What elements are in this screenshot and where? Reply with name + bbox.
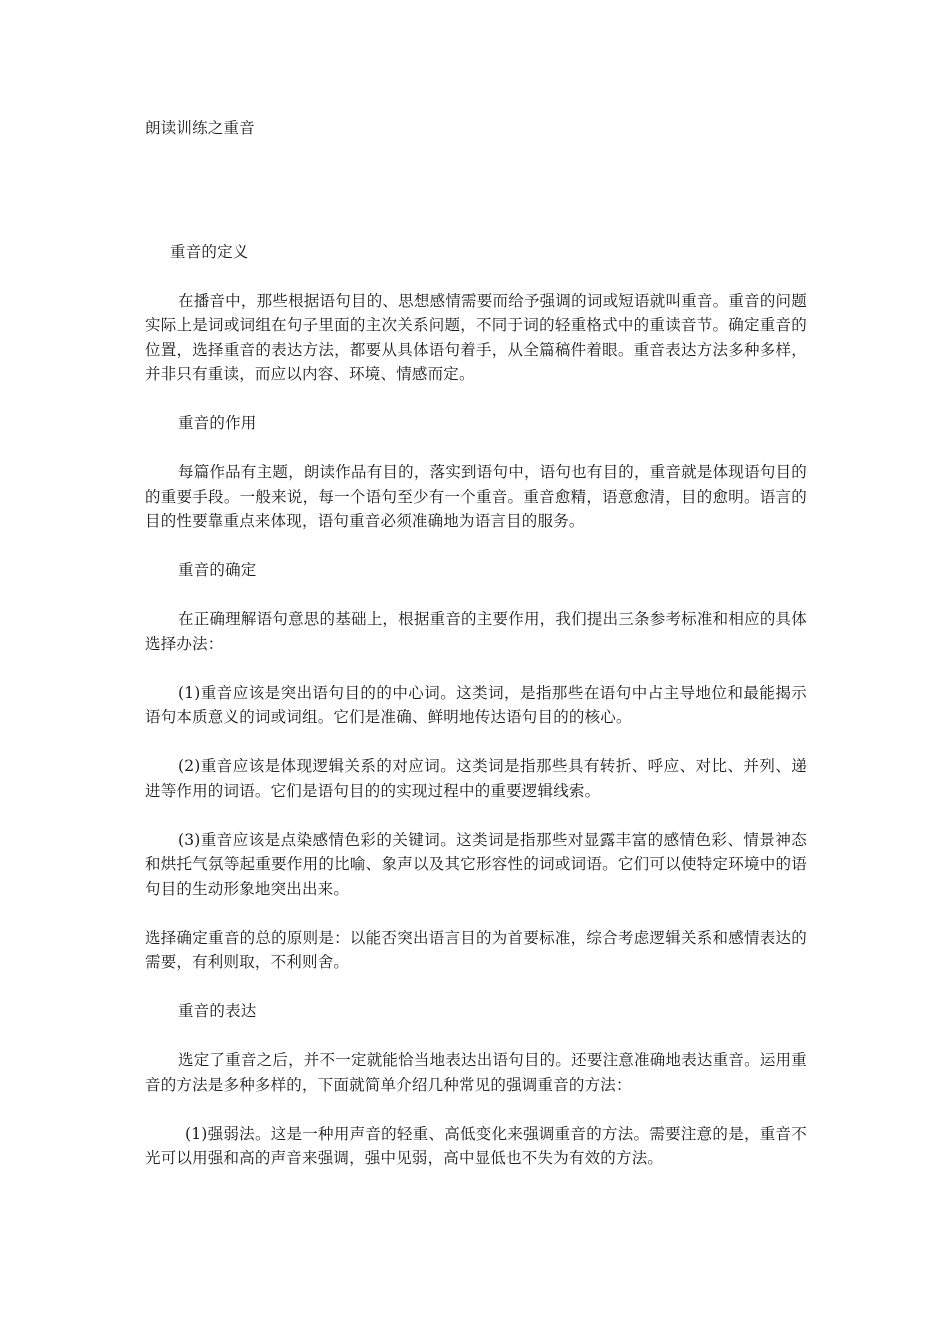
section-heading-expression: 重音的表达 xyxy=(178,1002,257,1020)
section-heading-function: 重音的作用 xyxy=(178,414,257,432)
document-body xyxy=(145,116,807,1171)
paragraph-determination-intro: 在正确理解语句意思的基础上，根据重音的主要作用，我们提出三条参考标准和相应的具体选择办法： xyxy=(145,610,807,653)
document-title: 朗读训练之重音 xyxy=(145,119,255,137)
paragraph-principle: 选择确定重音的总的原则是：以能否突出语言目的为首要标准，综合考虑逻辑关系和感情表达的需要，有利则取，不利则舍。 xyxy=(145,928,807,971)
paragraph-function: 每篇作品有主题，朗读作品有目的，落实到语句中，语句也有目的，重音就是体现语句目的的重要手段。一般来说，每一个语句至少有一个重音。重音愈精，语意愈清，目的愈明。语言的目的性要靠重点来体现，语句重音必须准确地为语言目的服务。 xyxy=(145,463,807,530)
paragraph-criterion-3: (3)重音应该是点染感情色彩的关键词。这类词是指那些对显露丰富的感情色彩、情景神态和烘托气氛等起重要作用的比喻、象声以及其它形容性的词或词语。它们可以使特定环境中的语句目的生动形象地突出出来。 xyxy=(145,830,807,898)
section-heading-determination: 重音的确定 xyxy=(178,561,257,579)
paragraph-criterion-2: (2)重音应该是体现逻辑关系的对应词。这类词是指那些具有转折、呼应、对比、并列、递进等作用的词语。它们是语句目的的实现过程中的重要逻辑线索。 xyxy=(145,757,807,800)
paragraph-expression-intro: 选定了重音之后，并不一定就能恰当地表达出语句目的。还要注意准确地表达重音。运用重音的方法是多种多样的，下面就简单介绍几种常见的强调重音的方法： xyxy=(145,1051,807,1094)
paragraph-criterion-1: (1)重音应该是突出语句目的的中心词。这类词，是指那些在语句中占主导地位和最能揭示语句本质意义的词或词组。它们是准确、鲜明地传达语句目的的核心。 xyxy=(145,683,807,726)
paragraph-method-1: (1)强弱法。这是一种用声音的轻重、高低变化来强调重音的方法。需要注意的是，重音不光可以用强和高的声音来强调，强中见弱，高中显低也不失为有效的方法。 xyxy=(145,1124,807,1167)
section-heading-definition: 重音的定义 xyxy=(170,242,249,261)
paragraph-definition: 在播音中，那些根据语句目的、思想感情需要而给予强调的词或短语就叫重音。重音的问题实际上是词或词组在句子里面的主次关系问题，不同于词的轻重格式中的重读音节。确定重音的位置，选择重音的表达方法，都要从具体语句着手，从全篇稿件着眼。重音表达方法多种多样，并非只有重读，而应以内容、环境、情感而定。 xyxy=(145,291,807,383)
